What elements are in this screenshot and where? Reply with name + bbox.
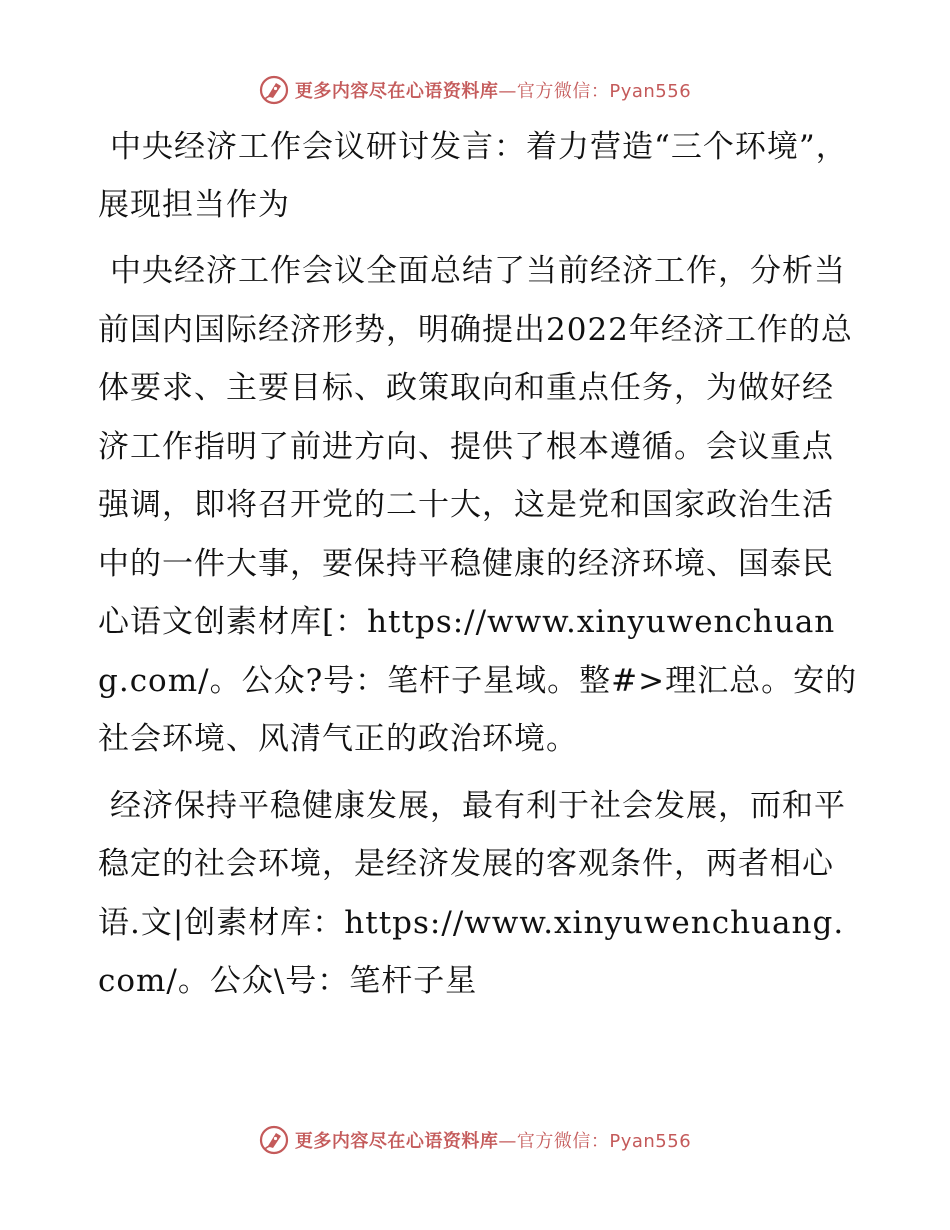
watermark-wechat-id: Pyan556	[609, 1131, 692, 1152]
watermark-text	[295, 1127, 691, 1153]
watermark-wechat-id: Pyan556	[609, 81, 692, 102]
watermark-dash: —	[498, 81, 517, 102]
pen-nib-circle-icon	[259, 1125, 289, 1155]
watermark-dash: —	[498, 1131, 517, 1152]
watermark-wechat-label: 官方微信：	[516, 1131, 610, 1152]
watermark-prefix: 更多内容尽在心语资料库	[294, 1131, 499, 1152]
document-body	[98, 118, 858, 1019]
watermark-wechat-label: 官方微信：	[516, 81, 610, 102]
paragraph-1: 中央经济工作会议全面总结了当前经济工作，分析当前国内国际经济形势，明确提出2022年经济工作的总体要求、主要目标、政策取向和重点任务，为做好经济工作指明了前进方向、提供了根本遵循。会议重点强调，即将召开党的二十大，这是党和国家政治生活中的一件大事，要保持平稳健康的经济环境、国泰民心语文创素材库[：https://www.xinyuwenchuang.com/。公众?号：笔杆子星域。整#>理汇总。安的社会环境、风清气正的政治环境。	[98, 253, 858, 757]
pen-nib-circle-icon	[259, 75, 289, 105]
document-title: 中央经济工作会议研讨发言：着力营造“三个环境”，展现担当作为	[98, 129, 848, 223]
header-watermark	[0, 70, 950, 110]
watermark-text	[295, 77, 691, 103]
paragraph-2: 经济保持平稳健康发展，最有利于社会发展，而和平稳定的社会环境，是经济发展的客观条件，两者相心语.文|创素材库：https://www.xinyuwenchuang.com/。公众\号：笔杆子星	[98, 787, 846, 999]
watermark-prefix: 更多内容尽在心语资料库	[294, 81, 499, 102]
footer-watermark	[0, 1120, 950, 1160]
